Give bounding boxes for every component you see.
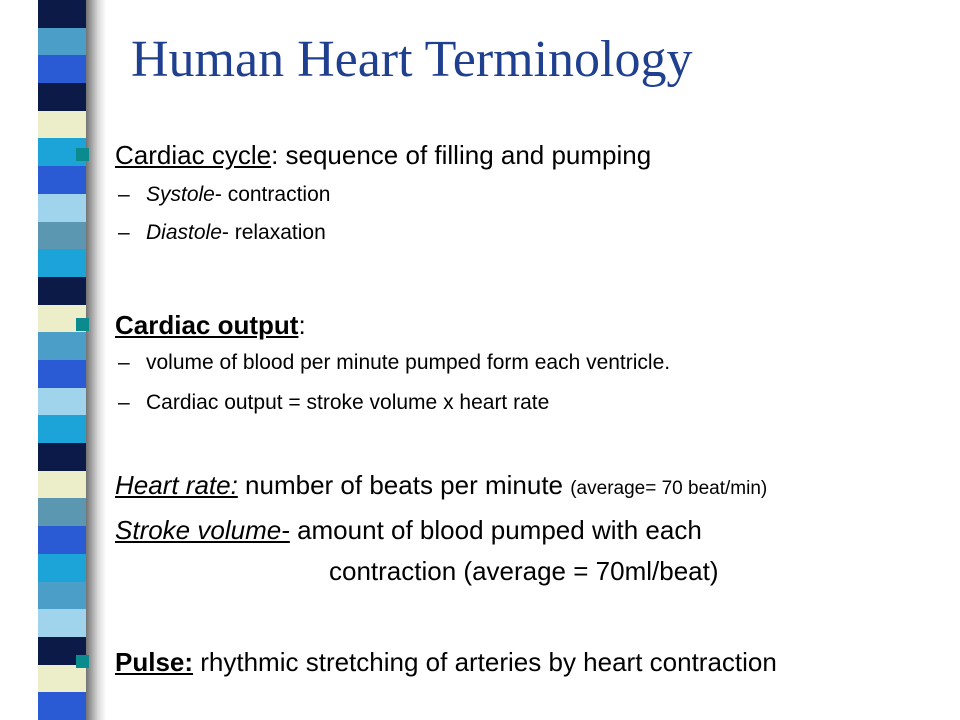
- cardiac-output-sub-1: [118, 351, 670, 375]
- heart-rate-term: Heart rate:: [115, 470, 238, 500]
- stripe-block: [38, 415, 86, 443]
- bullet-icon: [76, 655, 89, 668]
- stripe-block: [38, 0, 86, 28]
- cardiac-output-term: Cardiac output: [115, 310, 299, 340]
- pulse-line: [115, 647, 777, 678]
- diastole-line: [118, 221, 326, 245]
- stripe-block: [38, 222, 86, 250]
- stripe-block: [38, 360, 86, 388]
- stroke-volume-continuation: contraction (average = 70ml/beat): [329, 556, 719, 586]
- pulse-term: Pulse:: [115, 647, 194, 677]
- stripe-block: [38, 692, 86, 720]
- stripe-shadow: [86, 0, 106, 720]
- dash: –: [118, 351, 130, 374]
- stripe-block: [38, 443, 86, 471]
- systole-rest: - contraction: [214, 183, 331, 206]
- cardiac-output-colon: :: [298, 310, 306, 340]
- cardiac-output-sub-1-text: volume of blood per minute pumped form each ventricle.: [146, 351, 671, 374]
- stripe-block: [38, 498, 86, 526]
- stripe-block: [38, 609, 86, 637]
- stripe-block: [38, 665, 86, 693]
- heart-rate-definition: number of beats per minute: [237, 470, 571, 500]
- dash: –: [118, 183, 130, 206]
- diastole-rest: - relaxation: [221, 221, 326, 244]
- dash: –: [118, 391, 130, 414]
- stripe-block: [38, 111, 86, 139]
- dash: –: [118, 221, 130, 244]
- stripe-block: [38, 194, 86, 222]
- systole-term: Systole: [146, 183, 215, 206]
- bullet-icon: [76, 148, 89, 161]
- stripe-block: [38, 471, 86, 499]
- cardiac-cycle-line: [115, 140, 651, 171]
- bullet-icon: [76, 318, 89, 331]
- stripe-block: [38, 55, 86, 83]
- stripe-block: [38, 249, 86, 277]
- decorative-stripe: [38, 0, 86, 720]
- stripe-block: [38, 526, 86, 554]
- stripe-block: [38, 28, 86, 56]
- stripe-block: [38, 582, 86, 610]
- stroke-volume-definition: amount of blood pumped with each: [289, 515, 702, 545]
- systole-line: [118, 183, 330, 207]
- stroke-volume-term: Stroke volume-: [115, 515, 290, 545]
- cardiac-output-sub-2: [118, 391, 549, 415]
- stripe-block: [38, 388, 86, 416]
- diastole-term: Diastole: [146, 221, 222, 244]
- cardiac-cycle-definition: : sequence of filling and pumping: [271, 140, 652, 170]
- cardiac-cycle-term: Cardiac cycle: [115, 140, 272, 170]
- cardiac-output-sub-2-text: Cardiac output = stroke volume x heart rate: [146, 391, 550, 414]
- slide-title: Human Heart Terminology: [131, 31, 693, 88]
- stripe-block: [38, 166, 86, 194]
- pulse-definition: rhythmic stretching of arteries by heart contraction: [193, 647, 777, 677]
- stripe-block: [38, 554, 86, 582]
- heart-rate-line: [115, 470, 767, 501]
- cardiac-output-line: [115, 310, 306, 341]
- stroke-volume-line: [115, 515, 702, 546]
- stripe-block: [38, 277, 86, 305]
- heart-rate-note: (average= 70 beat/min): [570, 478, 768, 499]
- stripe-block: [38, 332, 86, 360]
- stripe-block: [38, 83, 86, 111]
